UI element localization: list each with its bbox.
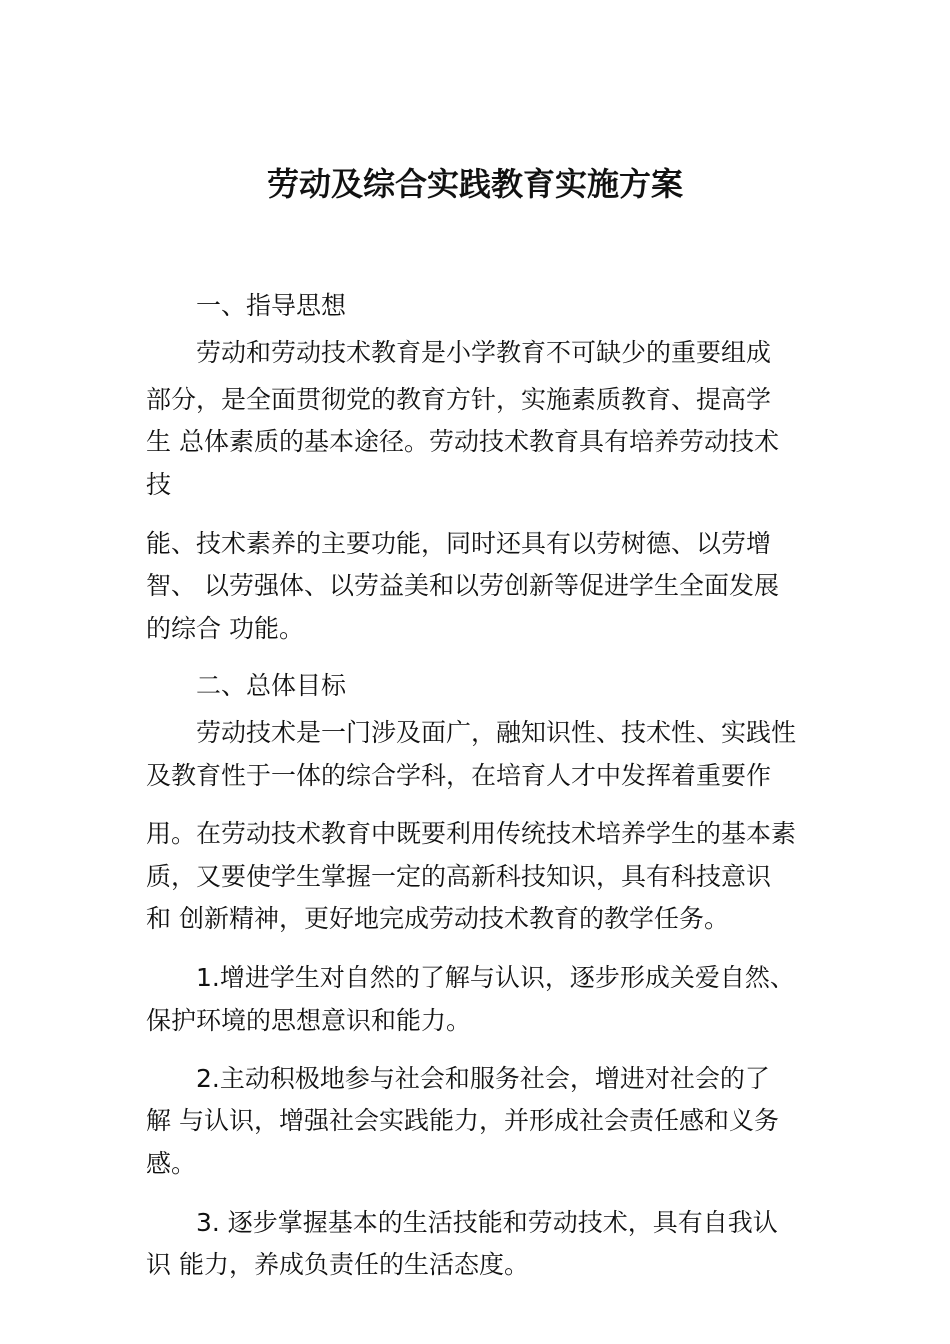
paragraph-line: 技 xyxy=(146,470,172,499)
goal-item-2: 2.主动积极地参与社会和服务社会，增进对社会的了 xyxy=(196,1064,770,1093)
paragraph-line: 和 创新精神，更好地完成劳动技术教育的教学任务。 xyxy=(146,904,729,933)
paragraph-line: 部分，是全面贯彻党的教育方针，实施素质教育、提高学 xyxy=(146,385,772,414)
paragraph-line: 生 总体素质的基本途径。劳动技术教育具有培养劳动技术 xyxy=(146,427,779,456)
paragraph-line: 用。在劳动技术教育中既要利用传统技术培养学生的基本素 xyxy=(146,819,797,848)
paragraph-line: 识 能力，养成负责任的生活态度。 xyxy=(146,1250,529,1279)
paragraph-line: 智、 以劳强体、以劳益美和以劳创新等促进学生全面发展 xyxy=(146,571,779,600)
heading-guiding-ideology: 一、指导思想 xyxy=(196,291,347,320)
paragraph-line: 感。 xyxy=(146,1149,197,1178)
heading-overall-goals: 二、总体目标 xyxy=(196,671,347,700)
document-title: 劳动及综合实践教育实施方案 xyxy=(266,165,683,203)
paragraph-line: 及教育性于一体的综合学科，在培育人才中发挥着重要作 xyxy=(146,761,772,790)
paragraph-line: 劳动技术是一门涉及面广，融知识性、技术性、实践性 xyxy=(196,718,797,747)
paragraph-line: 劳动和劳动技术教育是小学教育不可缺少的重要组成 xyxy=(196,338,772,367)
paragraph-line: 保护环境的思想意识和能力。 xyxy=(146,1006,472,1035)
paragraph-line: 解 与认识，增强社会实践能力，并形成社会责任感和义务 xyxy=(146,1106,779,1135)
goal-item-3: 3. 逐步掌握基本的生活技能和劳动技术，具有自我认 xyxy=(196,1208,778,1237)
paragraph-line: 的综合 功能。 xyxy=(146,614,304,643)
goal-item-1: 1.增进学生对自然的了解与认识，逐步形成关爱自然、 xyxy=(196,963,795,992)
paragraph-line: 能、技术素养的主要功能，同时还具有以劳树德、以劳增 xyxy=(146,529,772,558)
paragraph-line: 质，又要使学生掌握一定的高新科技知识，具有科技意识 xyxy=(146,862,772,891)
